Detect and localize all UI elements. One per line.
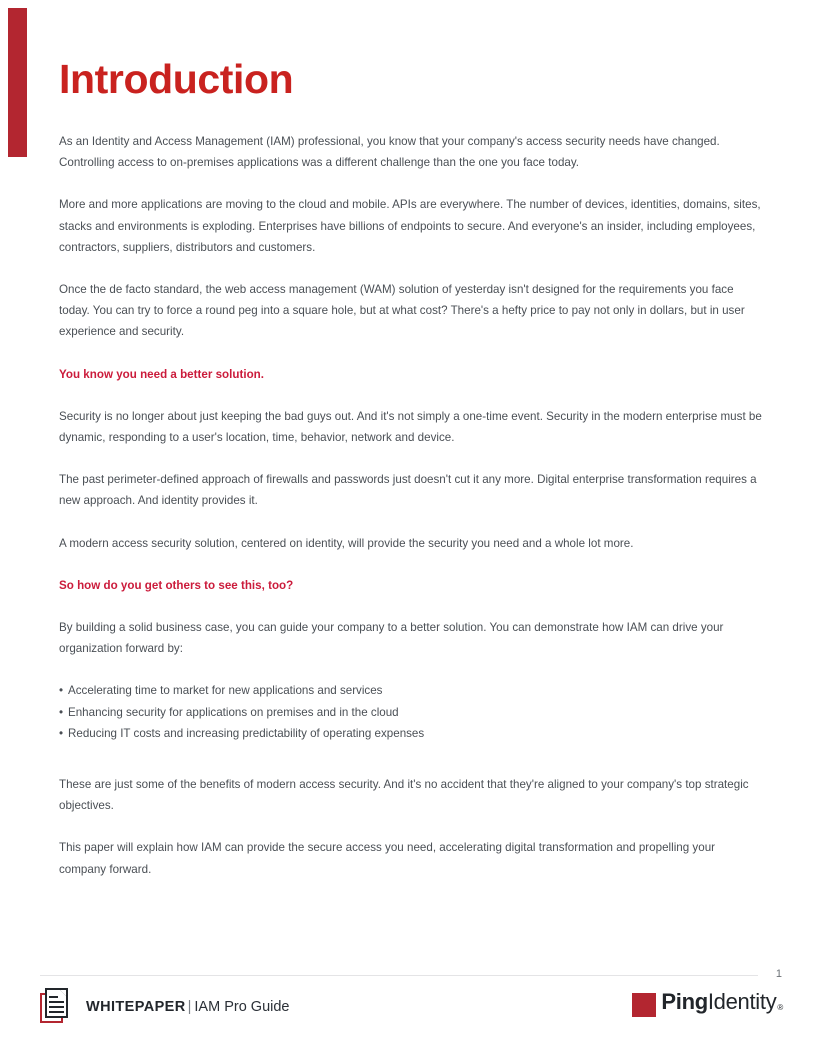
- subheading-2: So how do you get others to see this, too?: [59, 578, 294, 592]
- list-item: [59, 680, 765, 701]
- document-icon: [40, 988, 74, 1026]
- spacer: [59, 765, 765, 774]
- paragraph-1: As an Identity and Access Management (IAM) professional, you know that your company's access security needs have changed. Controlling access to on-premises applications was a different challenge than the one you face today.: [59, 135, 720, 170]
- ping-logo-wordmark: [661, 990, 782, 1019]
- benefits-list: [59, 680, 765, 744]
- paragraph-6: A modern access security solution, centered on identity, will provide the security you need and a whole lot more.: [59, 536, 634, 550]
- list-item: [59, 723, 765, 744]
- ping-logo-brand-primary: Ping: [661, 989, 708, 1014]
- paragraph-4: Security is no longer about just keeping the bad guys out. And it's not simply a one-time event. Security in the modern enterprise must be dynamic, responding to a user's location, time, behavior, network and device.: [59, 409, 762, 445]
- list-item: [59, 702, 765, 723]
- list-item-label: Accelerating time to market for new applications and services: [68, 684, 383, 698]
- list-item-label: Enhancing security for applications on premises and in the cloud: [68, 705, 399, 719]
- footer-label: WHITEPAPER: [86, 999, 186, 1015]
- paragraph-7: By building a solid business case, you can guide your company to a better solution. You can demonstrate how IAM can drive your organization forward by:: [59, 621, 724, 656]
- ping-identity-logo: [632, 990, 782, 1019]
- paragraph-9: This paper will explain how IAM can provide the secure access you need, accelerating digital transformation and propelling your company forward.: [59, 841, 716, 876]
- footer-branding: [40, 988, 289, 1026]
- registered-trademark-icon: ®: [777, 1003, 783, 1012]
- decorative-accent-bar: [8, 8, 27, 157]
- bullet-glyph: •: [59, 705, 64, 719]
- footer-title: [86, 997, 289, 1017]
- ping-logo-mark: [632, 993, 656, 1017]
- footer-divider: [40, 975, 758, 976]
- paragraph-5: The past perimeter-defined approach of firewalls and passwords just doesn't cut it any more. Digital enterprise transformation requires a new approach. And identity provides it.: [59, 473, 757, 508]
- bullet-glyph: •: [59, 684, 64, 698]
- page-title: Introduction: [59, 56, 294, 102]
- paragraph-8: These are just some of the benefits of modern access security. And it's no accident that they're aligned to your company's top strategic objectives.: [59, 778, 749, 813]
- paragraph-3: Once the de facto standard, the web access management (WAM) solution of yesterday isn't designed for the requirements you face today. You can try to force a round peg into a square hole, but at what cost? There's a hefty price to pay not only in dollars, but in user experience and security.: [59, 283, 745, 339]
- list-item-label: Reducing IT costs and increasing predictability of operating expenses: [68, 726, 425, 740]
- subheading-1: You know you need a better solution.: [59, 367, 264, 381]
- document-icon-lines: [49, 996, 64, 1016]
- footer-separator: |: [187, 999, 192, 1015]
- paragraph-2: More and more applications are moving to the cloud and mobile. APIs are everywhere. The number of devices, identities, domains, sites, stacks and environments is exploding. Enterprises have billions of endpoints to secure. And everyone's an insider, including employees, contractors, suppliers, distributors and customers.: [59, 198, 761, 254]
- page-number: 1: [775, 968, 782, 980]
- ping-logo-brand-secondary: Identity: [707, 989, 777, 1014]
- body-copy: [59, 131, 765, 880]
- footer-subtitle: IAM Pro Guide: [194, 999, 290, 1015]
- page-footer: [40, 988, 782, 1032]
- bullet-glyph: •: [59, 726, 64, 740]
